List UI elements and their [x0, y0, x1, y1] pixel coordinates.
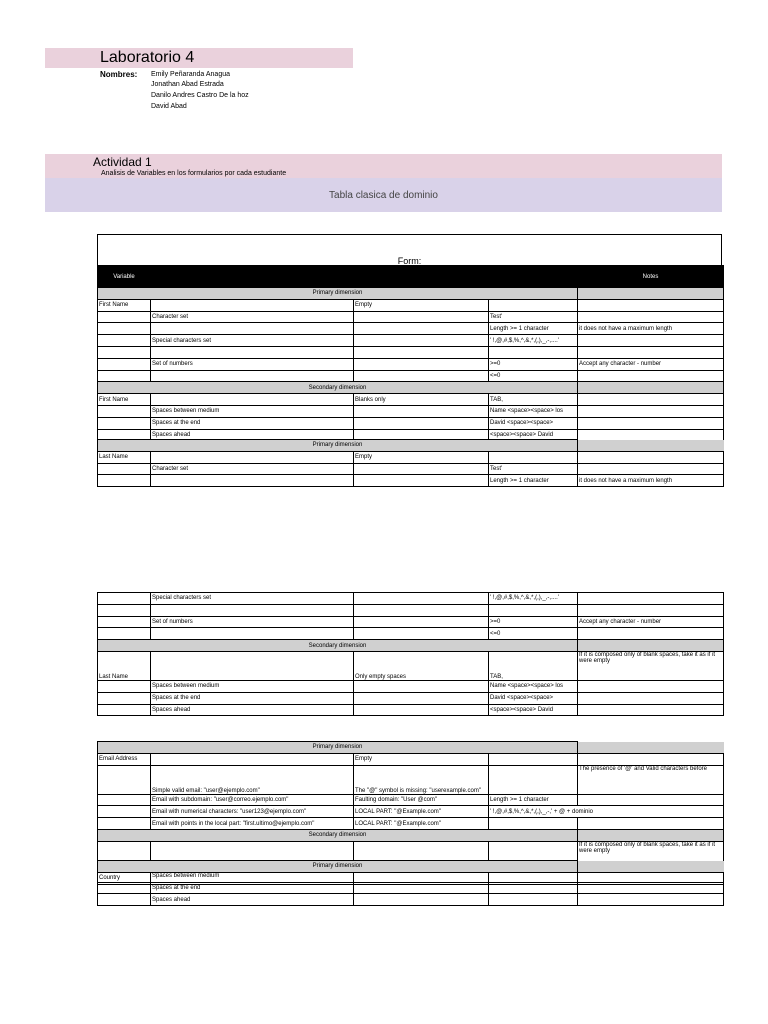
table-cell: [98, 346, 151, 358]
table-cell: David <space><space>: [489, 417, 578, 429]
section-secondary: Secondary dimension: [98, 829, 578, 841]
table-cell: [151, 394, 354, 406]
table-cell: Email with subdomain: "user@correo.ejemplo.com": [151, 794, 354, 806]
table-row: [98, 463, 724, 475]
table-cell: [489, 753, 578, 765]
table-row: [98, 616, 724, 628]
table-row: [98, 440, 724, 452]
table-row: [98, 405, 724, 417]
table-cell: TAB,: [489, 651, 578, 680]
domain-table-5: [97, 860, 724, 885]
table-row: [98, 742, 724, 754]
table-cell: The "@" symbol is missing: "userexample.com": [354, 765, 489, 794]
table-cell: [98, 417, 151, 429]
table-row: [98, 651, 724, 680]
table-cell: [98, 818, 151, 830]
table-cell: [489, 451, 578, 463]
table-row: [98, 872, 724, 884]
column-header: [354, 266, 489, 288]
table-cell: [354, 475, 489, 487]
table-cell: >=0: [489, 616, 578, 628]
table-cell: [354, 616, 489, 628]
page-title: Laboratorio 4: [100, 49, 195, 66]
variable-cell: Last Name: [98, 651, 151, 680]
table-cell: Spaces at the end: [151, 882, 354, 894]
student-name: Danilo Andres Castro De la hoz: [151, 92, 249, 99]
table-cell: Only empty spaces: [354, 651, 489, 680]
table-cell: [354, 872, 489, 884]
table-cell: Spaces between medium: [151, 405, 354, 417]
column-header-notes: Notes: [578, 266, 724, 288]
table-cell: David <space><space>: [489, 692, 578, 704]
table-cell: [98, 311, 151, 323]
variable-cell: Last Name: [98, 451, 151, 463]
table-cell: [151, 872, 354, 884]
table-cell: [354, 346, 489, 358]
table-cell: [151, 475, 354, 487]
table-cell: it does not have a maximum length: [578, 475, 724, 487]
table-row: [98, 753, 724, 765]
form-title: Form:: [397, 256, 422, 266]
table-cell: Blanks only: [354, 394, 489, 406]
variable-cell: Email Address: [98, 753, 151, 765]
table-cell: [354, 894, 489, 906]
table-cell: [578, 299, 724, 311]
table-cell: [354, 680, 489, 692]
table-cell: Spaces ahead: [151, 704, 354, 716]
table-cell: [578, 417, 724, 429]
column-header: [151, 266, 354, 288]
table-cell: If it is composed only of blank spaces, take it as if it were empty: [578, 651, 724, 680]
section-secondary: Secondary dimension: [98, 382, 578, 394]
table-cell: Empty: [354, 753, 489, 765]
table-cell: Spaces ahead: [151, 429, 354, 441]
table-cell: <space><space> David: [489, 704, 578, 716]
table-row: [98, 417, 724, 429]
table-cell: Character set: [151, 311, 354, 323]
table-cell: Special characters set: [151, 593, 354, 605]
table-cell: <=0: [489, 628, 578, 640]
table-cell: Name <space><space> los: [489, 680, 578, 692]
table-cell: [578, 704, 724, 716]
table-cell: Spaces at the end: [151, 692, 354, 704]
table-row: [98, 704, 724, 716]
table-cell: [98, 680, 151, 692]
table-cell: [98, 806, 151, 818]
table-row: [98, 593, 724, 605]
table-cell: [98, 616, 151, 628]
table-cell: Empty: [354, 299, 489, 311]
table-cell: [578, 440, 724, 452]
table-cell: [98, 370, 151, 382]
table-cell: [151, 651, 354, 680]
table-cell: [151, 753, 354, 765]
table-row: [98, 692, 724, 704]
table-row: [98, 394, 724, 406]
table-title: Tabla clasica de dominio: [329, 190, 438, 201]
table-cell: Accept any character - number: [578, 358, 724, 370]
table-cell: [151, 346, 354, 358]
table-cell: [578, 861, 724, 873]
section-primary: Primary dimension: [98, 288, 578, 300]
table-cell: Spaces at the end: [151, 417, 354, 429]
table-cell: Character set: [151, 463, 354, 475]
nombres-label: Nombres:: [100, 70, 138, 79]
table-cell: [354, 628, 489, 640]
table-cell: [98, 604, 151, 616]
domain-table-3: [97, 592, 724, 716]
table-cell: [489, 872, 578, 884]
table-cell: [98, 405, 151, 417]
table-row: [98, 358, 724, 370]
activity-title: Actividad 1: [93, 155, 152, 169]
table-cell: [578, 593, 724, 605]
table-row: [98, 370, 724, 382]
table-cell: Spaces between medium: [151, 870, 354, 882]
table-cell: <space><space> David: [489, 429, 578, 441]
table-cell: Spaces between medium: [151, 680, 354, 692]
table-cell: [489, 765, 578, 794]
table-cell: [354, 370, 489, 382]
table-cell: [354, 417, 489, 429]
table-cell: [354, 323, 489, 335]
table-cell: [151, 370, 354, 382]
table-cell: [489, 604, 578, 616]
table-cell: [578, 753, 724, 765]
table-row: [98, 604, 724, 616]
table-row: [98, 765, 724, 794]
table-cell: [98, 358, 151, 370]
activity-subtitle: Analisis de Variables en los formularios por cada estudiante: [101, 170, 287, 177]
table-cell: The presence of '@' and Valid characters before: [578, 765, 724, 794]
table-cell: [578, 604, 724, 616]
table-cell: [578, 872, 724, 884]
table-cell: it does not have a maximum length: [578, 323, 724, 335]
table-cell: [489, 894, 578, 906]
table-cell: [489, 346, 578, 358]
table-row: [98, 680, 724, 692]
table-row: [98, 829, 724, 841]
domain-table-1: [97, 265, 724, 441]
domain-table-2: [97, 439, 724, 487]
variable-cell: Country: [98, 872, 151, 884]
table-cell: [98, 335, 151, 347]
table-row: [98, 335, 724, 347]
table-cell: Email with points in the local part: "first.ultimo@ejemplo.com": [151, 818, 354, 830]
table-cell: Special characters set: [151, 335, 354, 347]
table-cell: [578, 742, 724, 754]
table-row: [98, 451, 724, 463]
table-row: [98, 288, 724, 300]
table-cell: [578, 794, 724, 806]
table-cell: Set of numbers: [151, 358, 354, 370]
table-cell: [354, 311, 489, 323]
table-cell: [578, 818, 724, 830]
table-row: [98, 894, 724, 906]
table-cell: Length >= 1 character: [489, 323, 578, 335]
table-row: [98, 311, 724, 323]
table-cell: If it is composed only of blank spaces, take it as if it were empty: [578, 841, 724, 870]
table-row: [98, 299, 724, 311]
table-cell: Simple valid email: "user@ejemplo.com": [151, 765, 354, 794]
table-cell: [98, 628, 151, 640]
table-cell: Length >= 1 character: [489, 475, 578, 487]
table-cell: [354, 358, 489, 370]
table-cell: [578, 288, 724, 300]
table-cell: ' !,@,#,$,%,^,&,*,(,),_,-,' + @ + dominio: [489, 806, 724, 818]
table-cell: Empty: [354, 451, 489, 463]
table-cell: LOCAL PART: "@Example.com": [354, 806, 489, 818]
table-cell: [151, 299, 354, 311]
table-row: [98, 475, 724, 487]
column-header-variable: Variable: [98, 266, 151, 288]
table-row: [98, 818, 724, 830]
table-cell: LOCAL PART: "@Example.com": [354, 818, 489, 830]
table-cell: [151, 604, 354, 616]
table-cell: [578, 463, 724, 475]
table-cell: [489, 818, 578, 830]
table-cell: [98, 323, 151, 335]
table-cell: TAB,: [489, 394, 578, 406]
table-row: [98, 382, 724, 394]
table-cell: [354, 463, 489, 475]
column-header: [489, 266, 578, 288]
table-cell: [578, 405, 724, 417]
table-row: [98, 628, 724, 640]
section-primary: Primary dimension: [98, 440, 578, 452]
student-name: David Abad: [151, 103, 187, 110]
table-cell: [578, 311, 724, 323]
table-cell: [578, 692, 724, 704]
table-cell: [578, 894, 724, 906]
table-cell: [98, 894, 151, 906]
table-row: [98, 806, 724, 818]
table-cell: [98, 704, 151, 716]
table-cell: [578, 335, 724, 347]
table-cell: ' !,@,#,$,%,^,&,*,(,),_,-,....': [489, 335, 578, 347]
table-cell: [151, 628, 354, 640]
table-cell: Faulting domain: "User @com": [354, 794, 489, 806]
table-cell: [98, 593, 151, 605]
table-cell: Accept any character - number: [578, 616, 724, 628]
table-cell: Name <space><space> los: [489, 405, 578, 417]
table-cell: >=0: [489, 358, 578, 370]
table-cell: [489, 299, 578, 311]
table-cell: [578, 829, 724, 841]
table-cell: <=0: [489, 370, 578, 382]
table-cell: [578, 346, 724, 358]
student-name: Emily Peñaranda Anagua: [151, 71, 230, 78]
variable-cell: First Name: [98, 299, 151, 311]
table-row: [98, 323, 724, 335]
section-primary: Primary dimension: [98, 742, 578, 754]
table-cell: [578, 382, 724, 394]
table-cell: Email with numerical characters: "user123@ejemplo.com": [151, 806, 354, 818]
table-cell: [151, 323, 354, 335]
table-cell: Spaces ahead: [151, 894, 354, 906]
table-cell: [354, 335, 489, 347]
table-row: [98, 794, 724, 806]
table-cell: [98, 794, 151, 806]
table-cell: [98, 692, 151, 704]
section-primary: Primary dimension: [98, 861, 578, 873]
table-cell: [354, 593, 489, 605]
table-cell: [578, 370, 724, 382]
table-cell: [98, 765, 151, 794]
table-cell: [354, 692, 489, 704]
table-cell: Length >= 1 character: [489, 794, 578, 806]
table-row: [98, 861, 724, 873]
table-cell: Test': [489, 463, 578, 475]
table-cell: Set of numbers: [151, 616, 354, 628]
table-row: [98, 346, 724, 358]
section-secondary: Secondary dimension: [98, 640, 578, 652]
student-name: Jonathan Abad Estrada: [151, 81, 224, 88]
table-cell: [578, 680, 724, 692]
table-cell: [98, 475, 151, 487]
title-banner: [45, 48, 353, 68]
table-cell: [578, 640, 724, 652]
table-row: [98, 640, 724, 652]
variable-cell: First Name: [98, 394, 151, 406]
table-cell: [151, 451, 354, 463]
table-cell: [98, 463, 151, 475]
table-cell: Test': [489, 311, 578, 323]
table-cell: [354, 704, 489, 716]
table-cell: ' !,@,#,$,%,^,&,*,(,),_,-,....': [489, 593, 578, 605]
table-cell: [578, 628, 724, 640]
table-cell: [354, 604, 489, 616]
table-cell: [578, 394, 724, 406]
table-cell: [578, 451, 724, 463]
table-cell: [354, 405, 489, 417]
